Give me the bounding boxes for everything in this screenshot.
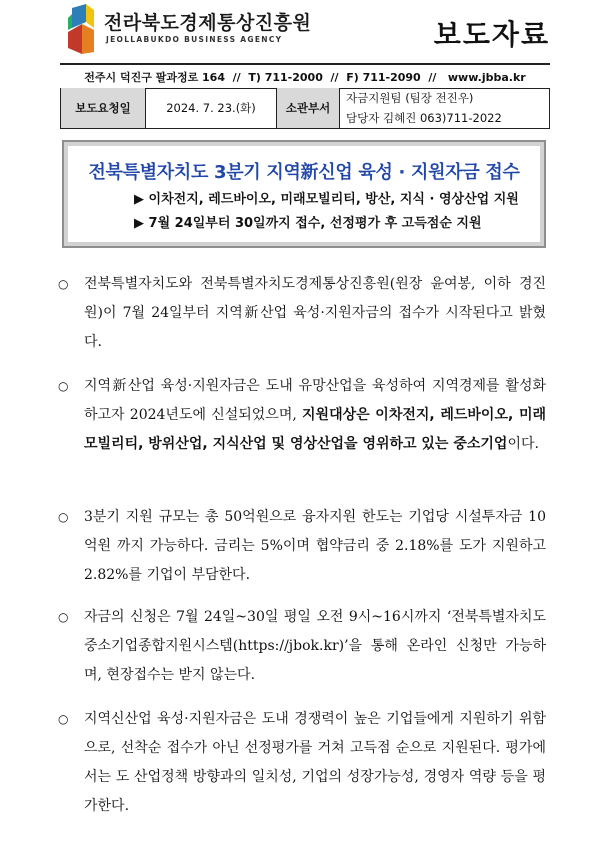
headline-box (62, 140, 546, 248)
bullet-icon: ○ (58, 277, 69, 291)
headline-title: 전북특별자치도 3분기 지역新신업 육성 · 지원자금 접수 (88, 162, 520, 183)
bullet-icon: ○ (58, 712, 69, 726)
request-date: 2024. 7. 23.(화) (146, 88, 277, 129)
paragraph-text: 지역新산업 육성·지원자금은 도내 유망산업을 육성하여 지역경제를 활성화하고자 2024년도에 신설되었으며, 지원대상은 이차전지, 레드바이오, 미래모빌리티, 방위산업, 지식산업 및 영상산업을 영위하고 있는 중소기업이다. (84, 378, 546, 452)
paragraph-text: 지역신산업 육성·지원자금은 도내 경쟁력이 높은 기업들에게 지원하기 위함으로, 선착순 접수가 아닌 선정평가를 거쳐 고득점 순으로 지원된다. 평가에서는 도 산업정책 방향과의 일치성, 기업의 성장가능성, 경영자 역량 등을 평가한다. (84, 711, 546, 814)
request-date-label: 보도요청일 (61, 88, 146, 129)
dept-contact (340, 88, 550, 129)
paragraph-emphasis: 지원대상은 이차전지, 레드바이오, 미래모빌리티, 방위산업, 지식산업 및 영상산업을 영위하고 있는 중소기업 (84, 407, 546, 452)
headline-sub-2: ▶ 7월 24일부터 30일까지 접수, 선정평가 후 고득점순 지원 (134, 216, 482, 231)
letterhead (60, 0, 550, 60)
paragraph-text: 전북특별자치도와 전북특별자치도경제통상진흥원(원장 윤여봉, 이하 경진원)이 7월 24일부터 지역新산업 육성·지원자금의 접수가 시작된다고 밝혔다. (84, 276, 546, 350)
paragraph-text: 3분기 지원 규모는 총 50억원으로 융자지원 한도는 기업당 시설투자금 10억원 까지 가능하다. 금리는 5%이며 협약금리 중 2.18%를 도가 지원하고 2.82%를 기업이 부담한다. (84, 509, 546, 583)
body-paragraph (58, 705, 546, 821)
body-paragraph (58, 270, 546, 357)
bullet-icon: ○ (58, 510, 69, 524)
headline-sub-1: ▶ 이차전지, 레드바이오, 미래모빌리티, 방산, 지식 · 영상산업 지원 (134, 192, 519, 207)
body-paragraph (58, 503, 546, 590)
org-name: 전라북도경제통상진흥원 (104, 12, 312, 34)
agency-logo-icon (64, 2, 98, 56)
body-paragraph (58, 372, 546, 459)
org-name-english: JEOLLABUKDO BUSINESS AGENCY (106, 35, 283, 44)
doc-type-title: 보도자료 (433, 18, 550, 51)
contact-bar: 전주시 덕진구 팔과정로 164 // T) 711-2000 // F) 711-2090 // www.jbba.kr (60, 63, 550, 89)
release-info-table (60, 88, 550, 129)
dept-label: 소관부서 (277, 88, 340, 129)
bullet-icon: ○ (58, 379, 69, 393)
dept-manager: 담당자 김혜진 063)711-2022 (346, 111, 502, 125)
body-paragraph (58, 603, 546, 690)
dept-team: 자금지원팀 (팀장 전진우) (346, 91, 474, 105)
paragraph-text: 자금의 신청은 7월 24일~30일 평일 오전 9시~16시까지 ‘전북특별자치도 중소기업종합지원시스템(https://jbok.kr)’을 통해 온라인 신청만 가능하며, 현장접수는 받지 않는다. (84, 609, 546, 683)
bullet-icon: ○ (58, 610, 69, 624)
